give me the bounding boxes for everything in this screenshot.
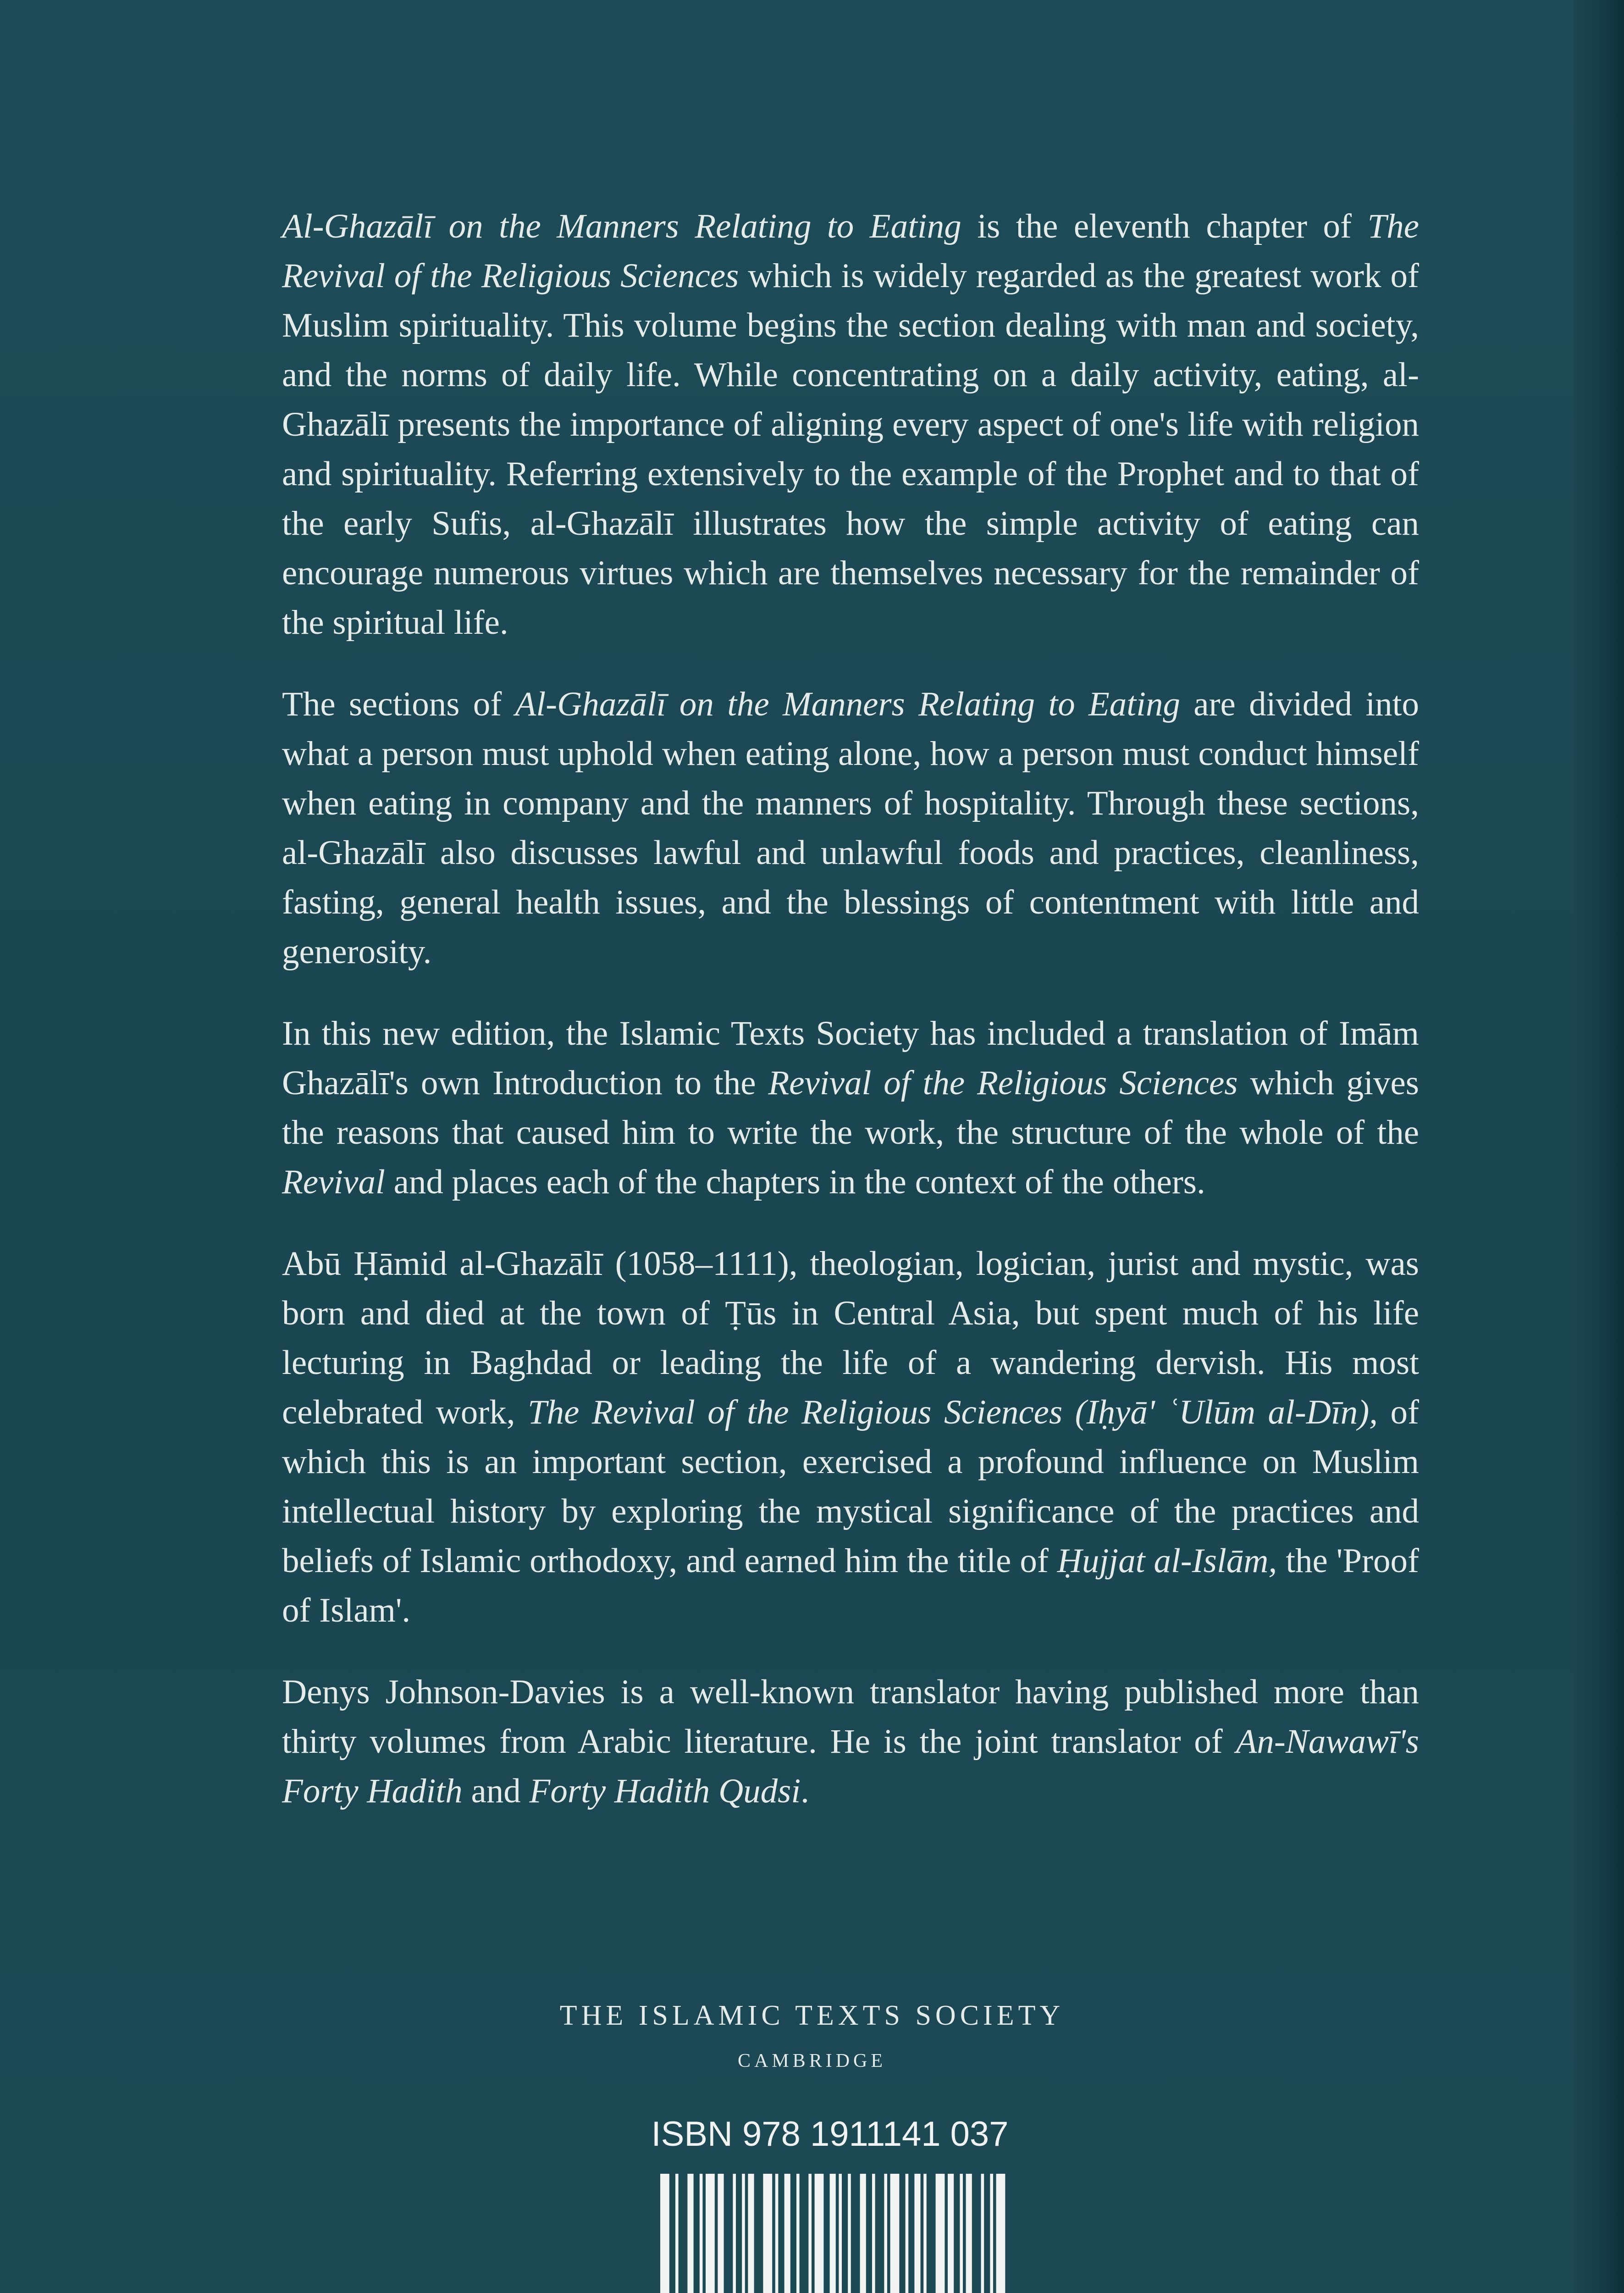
barcode-bar [763, 2174, 772, 2293]
barcode-bar [784, 2174, 790, 2293]
publisher-name: THE ISLAMIC TEXTS SOCIETY [559, 2000, 1065, 2031]
barcode-bar [923, 2174, 927, 2293]
barcode-bar [660, 2174, 669, 2293]
barcode-bar [860, 2174, 866, 2293]
barcode-bar [700, 2174, 703, 2293]
barcode-bar [775, 2174, 779, 2293]
barcode-bar [808, 2174, 812, 2293]
barcode-bar [742, 2174, 745, 2293]
barcode-bar [906, 2174, 909, 2293]
barcode-bar [884, 2174, 887, 2293]
barcode-bar [718, 2174, 724, 2293]
barcode-bar [748, 2174, 754, 2293]
barcode-bar [996, 2174, 1005, 2293]
barcode-bar [848, 2174, 851, 2293]
barcode-bar [936, 2174, 945, 2293]
barcode-bar [981, 2174, 984, 2293]
barcode-bar [675, 2174, 679, 2293]
barcode-bar [687, 2174, 693, 2293]
barcode-bar [706, 2174, 715, 2293]
blurb-paragraph-3: In this new edition, the Islamic Texts Society has included a translation of Imām Ghazālī's own Introduction to the Revival of the Religious Sciences which gives the reasons that caused him to write the work, the structure of the whole of the Revival and places each of the chapters in the context of the others. [282, 1014, 1419, 1201]
barcode-bars [633, 2174, 1045, 2293]
barcode-bar [872, 2174, 875, 2293]
barcode-bar [733, 2174, 736, 2293]
author-bio-paragraph: Abū Ḥāmid al-Ghazālī (1058–1111), theologian, logician, jurist and mystic, was born and died at the town of Ṭūs in Central Asia, but spent much of his life lecturing in Baghdad or leading the life of a wandering dervish. His most celebrated work, The Revival of the Religious Sciences (Iḥyā' ʿUlūm al-Dīn), of which this is an important section, exercised a profound influence on Muslim intellectual history by exploring the mystical significance of the practices and beliefs of Islamic orthodoxy, and earned him the title of Ḥujjat al-Islām, the 'Proof of Islam'. [282, 1245, 1420, 1629]
barcode-bar [796, 2174, 800, 2293]
barcode-bar [890, 2174, 900, 2293]
barcode-bar [960, 2174, 963, 2293]
publisher-city: CAMBRIDGE [737, 2050, 887, 2071]
spine-edge [1574, 0, 1624, 2293]
barcode-bar [830, 2174, 836, 2293]
book-title: Al-Ghazālī on the Manners Relating to Eating [282, 207, 961, 245]
barcode-bar [966, 2174, 972, 2293]
isbn-label: ISBN 978 1911141 037 [651, 2115, 1009, 2154]
translator-bio-paragraph: Denys Johnson-Davies is a well-known translator having published more than thirty volumes from Arabic literature. He is the joint translator of An-Nawawī's Forty Hadith and Forty Hadith Qudsi. [282, 1673, 1419, 1810]
barcode [633, 2174, 1045, 2293]
barcode-bar [815, 2174, 824, 2293]
blurb-paragraph-2: The sections of Al-Ghazālī on the Manners Relating to Eating are divided into what a person must uphold when eating alone, how a person must conduct himself when eating in company and the manners of hospitality. Through these sections, al-Ghazālī also discusses lawful and unlawful foods and practices, cleanliness, fasting, general health issues, and the blessings of contentment with little and generosity. [282, 685, 1419, 971]
blurb-text [282, 202, 1419, 1848]
blurb-paragraph-1: Al-Ghazālī on the Manners Relating to Eating is the eleventh chapter of The Revival of the Religious Sciences which is widely regarded as the greatest work of Muslim spirituality. This volume begins the section dealing with man and society, and the norms of daily life. While concentrating on a daily activity, eating, al-Ghazālī presents the importance of aligning every aspect of one's life with religion and spirituality. Referring extensively to the example of the Prophet and to that of the early Sufis, al-Ghazālī illustrates how the simple activity of eating can encourage numerous virtues which are themselves necessary for the remainder of the spiritual life. [282, 207, 1419, 642]
barcode-bar [948, 2174, 954, 2293]
barcode-bar [990, 2174, 993, 2293]
barcode-bar [914, 2174, 920, 2293]
barcode-bar [839, 2174, 842, 2293]
